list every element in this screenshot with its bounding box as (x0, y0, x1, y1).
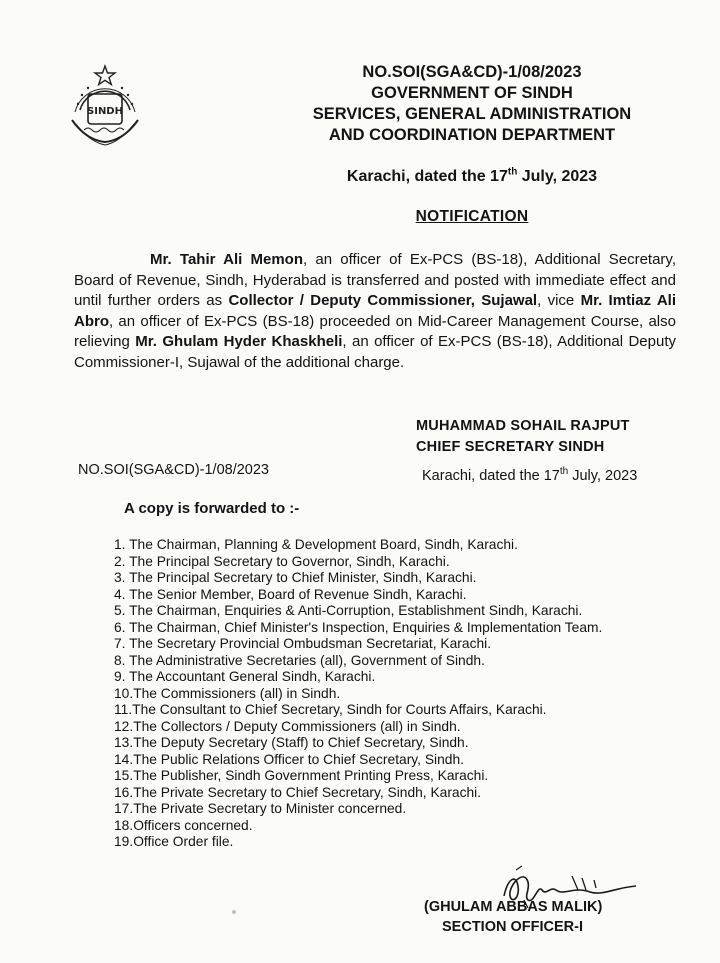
distribution-item (114, 785, 602, 802)
item-text: Officers concerned. (133, 817, 253, 833)
item-number: 19. (114, 834, 134, 849)
item-number: 6. (114, 619, 126, 635)
item-number: 18. (114, 817, 134, 833)
department-line-1: SERVICES, GENERAL ADMINISTRATION (312, 105, 632, 123)
item-number: 13. (114, 735, 134, 750)
copy-date: Karachi, dated the 17th July, 2023 (422, 466, 638, 484)
svg-text:SINDH: SINDH (87, 106, 123, 117)
paper-speck (232, 910, 236, 914)
distribution-item (114, 834, 602, 851)
replaced-officer: Mr. Imtiaz Ali Abro (74, 292, 676, 330)
distribution-item (114, 620, 602, 637)
distribution-item (114, 686, 602, 703)
distribution-item (114, 801, 602, 818)
item-text: The Public Relations Officer to Chief Secretary, Sindh. (133, 751, 464, 767)
item-number: 8. (114, 652, 126, 668)
distribution-item (114, 768, 602, 785)
item-text: The Accountant General Sindh, Karachi. (129, 669, 376, 684)
department-line-2: AND COORDINATION DEPARTMENT (328, 126, 616, 144)
officer-name: Mr. Tahir Ali Memon (150, 251, 304, 268)
distribution-item (114, 669, 602, 686)
item-text: Office Order file. (133, 834, 234, 849)
distribution-item (114, 818, 602, 835)
item-number: 14. (114, 751, 134, 767)
item-text: The Principal Secretary to Governor, Sindh, Karachi. (129, 553, 450, 569)
item-text: The Commissioners (all) in Sindh. (133, 685, 341, 701)
distribution-item (114, 570, 602, 587)
reference-number: NO.SOI(SGA&CD)-1/08/2023 (362, 63, 582, 81)
sindh-government-emblem (66, 64, 152, 150)
item-number: 7. (114, 636, 126, 651)
chief-secretary-signature-block: MUHAMMAD SOHAIL RAJPUT CHIEF SECRETARY SINDH (416, 418, 630, 455)
item-text: The Consultant to Chief Secretary, Sindh for Courts Affairs, Karachi. (132, 702, 547, 717)
distribution-item (114, 752, 602, 769)
document-header (292, 62, 652, 146)
distribution-item (114, 719, 602, 736)
item-number: 3. (114, 570, 126, 585)
distribution-item (114, 587, 602, 604)
distribution-item (114, 537, 602, 554)
item-text: The Publisher, Sindh Government Printing Press, Karachi. (133, 768, 489, 783)
item-number: 1. (114, 537, 126, 552)
distribution-item (114, 554, 602, 571)
notification-title: NOTIFICATION (415, 208, 529, 225)
item-text: The Secretary Provincial Ombudsman Secretariat, Karachi. (129, 636, 492, 651)
item-text: The Senior Member, Board of Revenue Sindh, Karachi. (129, 586, 467, 602)
distribution-item (114, 702, 602, 719)
item-text: The Private Secretary to Minister concerned. (133, 801, 407, 816)
government-name: GOVERNMENT OF SINDH (371, 84, 573, 102)
distribution-item (114, 603, 602, 620)
item-number: 17. (114, 801, 134, 816)
item-number: 15. (114, 768, 134, 783)
item-number: 2. (114, 553, 126, 569)
distribution-item (114, 653, 602, 670)
section-officer-signature-block: (GHULAM ABBAS MALIK) SECTION OFFICER-I (424, 899, 603, 935)
relieved-officer: Mr. Ghulam Hyder Khaskheli (135, 333, 343, 351)
item-number: 16. (114, 784, 134, 800)
posting: Collector / Deputy Commissioner, Sujawal (228, 292, 538, 310)
item-text: The Collectors / Deputy Commissioners (all) in Sindh. (133, 718, 461, 734)
item-number: 4. (114, 586, 126, 602)
item-number: 9. (114, 669, 126, 684)
item-text: The Administrative Secretaries (all), Government of Sindh. (129, 652, 485, 668)
item-text: The Chairman, Planning & Development Board, Sindh, Karachi. (129, 537, 518, 552)
item-number: 10. (114, 685, 134, 701)
item-number: 11. (114, 702, 133, 717)
item-text: The Chairman, Enquiries & Anti-Corruption, Establishment Sindh, Karachi. (129, 603, 583, 618)
distribution-item (114, 636, 602, 653)
distribution-item (114, 735, 602, 752)
notification-date: Karachi, dated the 17th July, 2023 (346, 166, 598, 185)
copy-reference-number: NO.SOI(SGA&CD)-1/08/2023 (78, 462, 269, 478)
item-text: The Principal Secretary to Chief Minister, Sindh, Karachi. (129, 570, 477, 585)
notification-body: Mr. Tahir Ali Memon, an officer of Ex-PCS (BS-18), Additional Secretary, Board of Revenue, Sindh, Hyderabad is transferred and posted with immediate effect and until further orders as Collector / Deputy Commissioner, Sujawal, vice Mr. Imtiaz Ali Abro, an officer of Ex-PCS (BS-18) proceeded on Mid-Career Management Course, also relieving Mr. Ghulam Hyder Khaskheli, an officer of Ex-PCS (BS-18), Additional Deputy Commissioner-I, Sujawal of the additional charge. (74, 251, 676, 371)
item-number: 12. (114, 718, 134, 734)
item-text: The Deputy Secretary (Staff) to Chief Secretary, Sindh. (133, 735, 469, 750)
distribution-list (114, 537, 602, 851)
copy-forwarded-heading: A copy is forwarded to :- (124, 500, 300, 517)
item-number: 5. (114, 603, 126, 618)
item-text: The Private Secretary to Chief Secretary, Sindh, Karachi. (133, 784, 482, 800)
item-text: The Chairman, Chief Minister's Inspection, Enquiries & Implementation Team. (129, 619, 603, 635)
